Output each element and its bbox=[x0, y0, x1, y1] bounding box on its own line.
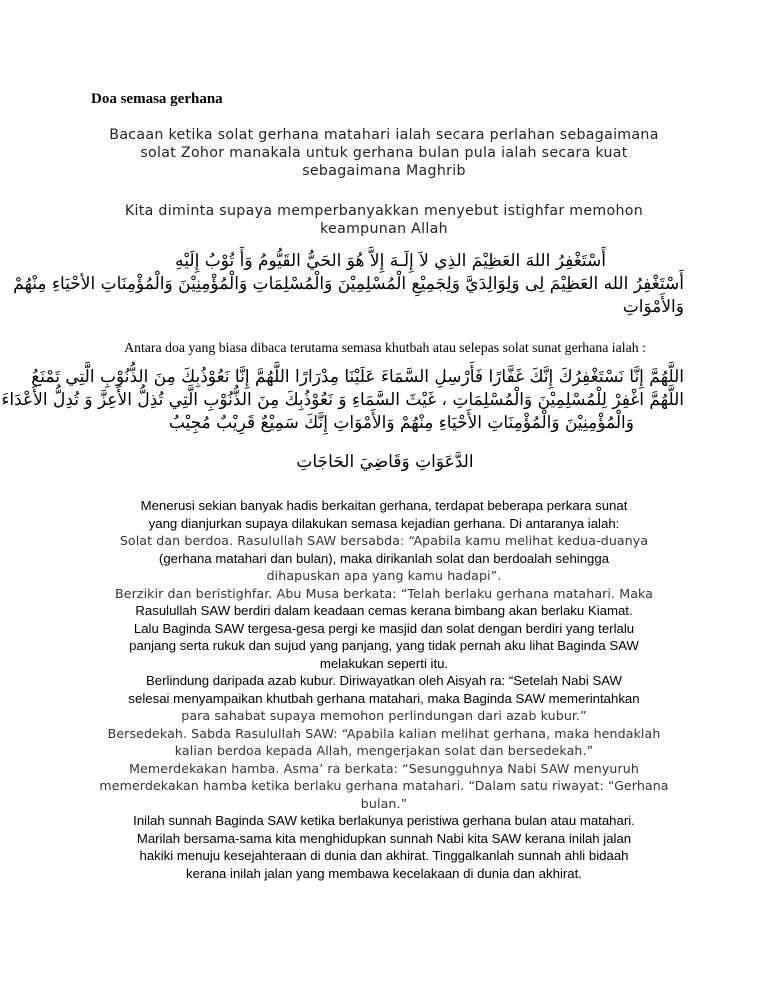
body-line: Berzikir dan beristighfar. Abu Musa berkata: “Telah berlaku gerhana matahari. Maka bbox=[115, 585, 653, 601]
arabic-line: وَالأَمْوَاتِ bbox=[622, 297, 684, 317]
body-line: Bersedekah. Sabda Rasulullah SAW: “Apabila kalian melihat gerhana, maka hendaklah bbox=[107, 725, 661, 741]
body-line: melakukan seperti itu. bbox=[319, 655, 449, 671]
body-paragraphs bbox=[88, 497, 680, 882]
antara-heading: Antara doa yang biasa dibaca terutama semasa khutbah atau selepas solat sunat gerhana ialah : bbox=[124, 340, 646, 355]
intro-line: sebagaimana Maghrib bbox=[302, 163, 466, 179]
body-line: Inilah sunnah Baginda SAW ketika berlakunya peristiwa gerhana bulan atau matahari. bbox=[133, 813, 635, 828]
arabic-line: أَسْتَغْفِرُ اللهَ العَظِيْمَ الذِي لاَ إِلَـهَ إِلاَّ هُوَ الحَيُّ القَيُّومُ وَأَ تُوْبُ إِلَيْهِ bbox=[175, 251, 606, 271]
intro-line: keampunan Allah bbox=[320, 221, 448, 237]
doa-arabic bbox=[1, 366, 684, 474]
body-line: panjang serta rukuk dan sujud yang panjang, yang tidak pernah aku lihat Baginda SAW bbox=[129, 638, 639, 653]
body-line: dihapuskan apa yang kamu hadapi”. bbox=[266, 568, 502, 583]
body-line: Lalu Baginda SAW tergesa-gesa pergi ke masjid dan solat dengan berdiri yang terlalu bbox=[133, 620, 635, 636]
arabic-line: الدَّعَوَاتِ وَقَاضِيَ الحَاجَاتِ bbox=[296, 452, 474, 472]
body-line: bulan.” bbox=[360, 795, 408, 811]
body-line: yang dianjurkan supaya dilakukan semasa kejadian gerhana. Di antaranya ialah: bbox=[148, 515, 620, 531]
intro-line: solat Zohor manakala untuk gerhana bulan pula ialah secara kuat bbox=[140, 145, 628, 161]
body-line: selesai menyampaikan khutbah gerhana matahari, maka Baginda SAW memerintahkan bbox=[128, 690, 640, 706]
body-line: Marilah bersama-sama kita menghidupkan sunnah Nabi kita SAW kerana inilah jalan bbox=[136, 830, 632, 846]
arabic-line: اللَّهُمَّ اغْفِرْ لِلْمُسْلِمِيْنَ وَالْمُسْلِمَاتِ ، غَيْثَ السَّمَاءِ وَ نَعُوْذُبِكَ مِنَ الذُّنُوْبِ الَّتِي تُذِلُّ الأَعِزَّ وَ تُدِلُّ الأَعْدَاءَ bbox=[1, 390, 684, 410]
body-line: para sahabat supaya memohon perlindungan dari azab kubur.” bbox=[181, 708, 587, 723]
intro-paragraph-1 bbox=[100, 126, 668, 180]
body-line: Berlindung daripada azab kubur. Diriwayatkan oleh Aisyah ra: “Setelah Nabi SAW bbox=[146, 673, 622, 688]
page-title: Doa semasa gerhana bbox=[91, 91, 223, 107]
body-line: (gerhana matahari dan bulan), maka dirikanlah solat dan berdoalah sehingga bbox=[158, 550, 610, 566]
intro-line: Kita diminta supaya memperbanyakkan menyebut istighfar memohon bbox=[124, 203, 644, 219]
body-line: hakiki menuju kesejahteraan di dunia dan akhirat. Tinggalkanlah sunnah ahli bidaah bbox=[139, 848, 629, 863]
body-line: kerana inilah jalan yang membawa kecelakaan di dunia dan akhirat. bbox=[186, 865, 582, 881]
body-line: Menerusi sekian banyak hadis berkaitan gerhana, terdapat beberapa perkara sunat bbox=[140, 498, 628, 513]
intro-line: Bacaan ketika solat gerhana matahari ialah secara perlahan sebagaimana bbox=[109, 127, 659, 143]
istighfar-arabic bbox=[13, 250, 684, 319]
body-line: Rasulullah SAW berdiri dalam keadaan cemas kerana bimbang akan berlaku Kiamat. bbox=[135, 603, 633, 618]
body-line: Memerdekakan hamba. Asma’ ra berkata: “Sesungguhnya Nabi SAW menyuruh bbox=[129, 760, 639, 776]
intro-paragraph-2 bbox=[100, 202, 668, 238]
arabic-line: أَسْتَغْفِرُ الله العَظِيْمَ لِى وَلِوَالِدَيَّ وَلِجَمِيْعِ الْمُسْلِمِيْنَ وَالْمُسْلِمَاتِ وَالْمُؤْمِنِيْنَ وَالْمُؤْمِنَاتِ الأحْيَاءِ مِنْهُمْ bbox=[13, 274, 684, 294]
body-line: memerdekakan hamba ketika berlaku gerhana matahari. “Dalam satu riwayat: “Gerhana bbox=[99, 778, 669, 793]
arabic-line: اللَّهُمَّ إِنَّا نَسْتَغْفِرُكَ إِنَّكَ غَفَّارًا فَأَرْسِلِ السَّمَاءَ عَلَيْنَا مِدْرَارًا اللَّهُمَّ إِنَّا نَعُوْذُبِكَ مِنَ الذُّنُوْبِ الَّتِي تَمْنَعُ bbox=[31, 367, 684, 387]
arabic-line: وَالْمُؤْمِنِيْنَ وَالْمُؤْمِنَاتِ الأَحْيَاءِ مِنْهُمْ وَالأَمْوَاتِ إِنَّكَ سَمِيْعٌ قَرِيْبٌ مُجِيْبُ bbox=[168, 413, 634, 433]
body-line: kalian berdoa kepada Allah, mengerjakan solat dan bersedekah.” bbox=[174, 743, 594, 758]
body-line: Solat dan berdoa. Rasulullah SAW bersabda: “Apabila kamu melihat kedua-duanya bbox=[119, 533, 649, 548]
